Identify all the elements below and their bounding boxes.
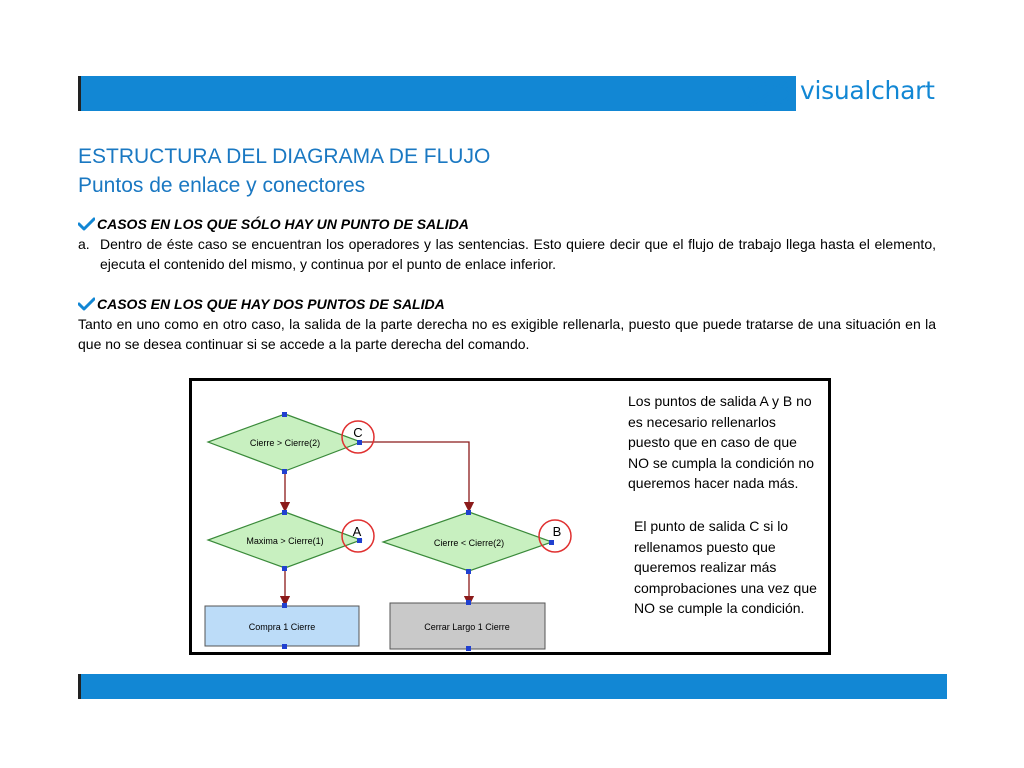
section2-heading: CASOS EN LOS QUE HAY DOS PUNTOS DE SALIDA xyxy=(97,296,445,312)
visualchart-logo-icon xyxy=(742,80,798,108)
decision-label-cierre-lt: Cierre < Cierre(2) xyxy=(433,538,505,548)
list-marker: a. xyxy=(78,236,90,252)
footer-bar xyxy=(78,674,947,699)
page-subtitle: Puntos de enlace y conectores xyxy=(78,174,366,197)
exit-point-b-label: B xyxy=(552,524,562,539)
list-item xyxy=(78,234,936,274)
checkmark-icon xyxy=(78,297,95,311)
section1-heading: CASOS EN LOS QUE SÓLO HAY UN PUNTO DE SALIDA xyxy=(97,216,469,232)
connector-line xyxy=(360,442,469,511)
page-title: ESTRUCTURA DEL DIAGRAMA DE FLUJO xyxy=(78,145,491,168)
brand-logo xyxy=(742,78,942,110)
note-exit-c: El punto de salida C si lo rellenamos puesto que queremos realizar más comprobaciones una vez que NO se cumple la condición. xyxy=(634,518,817,616)
header-bar-edge xyxy=(78,76,81,111)
page-title-block xyxy=(78,142,490,200)
footer-bar-edge xyxy=(78,674,81,699)
brand-name: visualchart xyxy=(800,76,935,105)
list-item-text: Dentro de éste caso se encuentran los operadores y las sentencias. Esto quiere decir que el flujo de trabajo llega hasta el elemento, ejecuta el contenido del mismo, y continua por el punto de enlace inferior. xyxy=(100,236,936,272)
note-exit-a-b: Los puntos de salida A y B no es necesario rellenarlos puesto que en caso de que NO se cumpla la condición no queremos hacer nada más. xyxy=(628,393,814,491)
exit-point-a-label: A xyxy=(352,524,362,539)
exit-point-c-label: C xyxy=(353,425,363,440)
section2-heading-row xyxy=(78,294,936,314)
body-content xyxy=(78,214,936,354)
action-label-compra: Compra 1 Cierre xyxy=(248,622,316,632)
header-bar xyxy=(78,76,796,111)
checkmark-icon xyxy=(78,217,95,231)
section1-heading-row xyxy=(78,214,936,234)
section2-paragraph: Tanto en uno como en otro caso, la salida de la parte derecha no es exigible rellenarla, puesto que puede tratarse de una situación en la que no se desea continuar si se accede a la parte derecha del comando. xyxy=(78,316,936,352)
decision-label-cierre-gt: Cierre > Cierre(2) xyxy=(249,438,321,448)
flowchart-figure xyxy=(189,378,831,655)
decision-label-maxima: Maxima > Cierre(1) xyxy=(246,536,324,546)
action-label-cerrar-largo: Cerrar Largo 1 Cierre xyxy=(424,622,510,632)
